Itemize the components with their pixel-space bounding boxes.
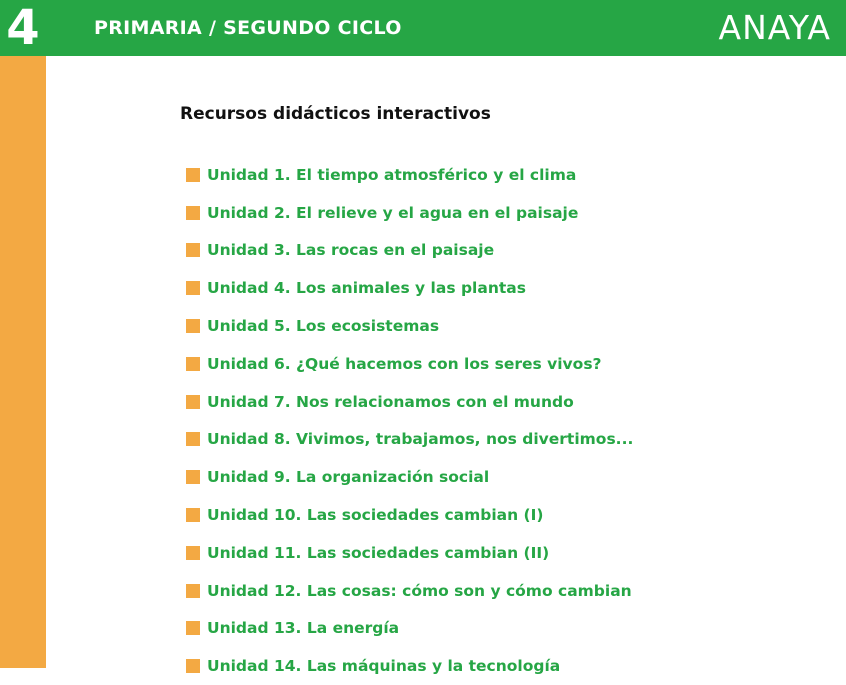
list-item [186,647,633,685]
unit-link[interactable]: Unidad 2. El relieve y el agua en el paisaje [207,203,579,222]
unit-link[interactable]: Unidad 5. Los ecosistemas [207,317,440,336]
square-bullet-icon [186,281,200,295]
unit-list [186,156,633,685]
square-bullet-icon [186,168,200,182]
square-bullet-icon [186,432,200,446]
square-bullet-icon [186,584,200,598]
unit-link[interactable]: Unidad 1. El tiempo atmosférico y el clima [207,165,577,184]
list-item [186,307,633,345]
square-bullet-icon [186,659,200,673]
list-item [186,345,633,383]
list-item [186,194,633,232]
list-item [186,421,633,459]
unit-link[interactable]: Unidad 13. La energía [207,619,400,638]
square-bullet-icon [186,395,200,409]
unit-link[interactable]: Unidad 3. Las rocas en el paisaje [207,241,495,260]
level-title: PRIMARIA / SEGUNDO CICLO [94,17,402,39]
square-bullet-icon [186,508,200,522]
unit-link[interactable]: Unidad 12. Las cosas: cómo son y cómo cambian [207,581,632,600]
unit-link[interactable]: Unidad 11. Las sociedades cambian (II) [207,543,550,562]
square-bullet-icon [186,357,200,371]
list-item [186,269,633,307]
square-bullet-icon [186,319,200,333]
unit-link[interactable]: Unidad 14. Las máquinas y la tecnología [207,657,561,676]
unit-link[interactable]: Unidad 4. Los animales y las plantas [207,279,526,298]
list-item [186,383,633,421]
square-bullet-icon [186,206,200,220]
list-item [186,496,633,534]
list-item [186,610,633,648]
square-bullet-icon [186,546,200,560]
unit-link[interactable]: Unidad 9. La organización social [207,468,490,487]
unit-link[interactable]: Unidad 8. Vivimos, trabajamos, nos divertimos... [207,430,634,449]
anaya-logo[interactable]: ANAYA [718,8,831,47]
unit-link[interactable]: Unidad 10. Las sociedades cambian (I) [207,506,544,525]
list-item [186,232,633,270]
list-item [186,572,633,610]
header-bar [0,0,846,56]
unit-link[interactable]: Unidad 6. ¿Qué hacemos con los seres vivos? [207,354,602,373]
grade-number: 4 [6,0,40,56]
square-bullet-icon [186,243,200,257]
square-bullet-icon [186,621,200,635]
page-title: Recursos didácticos interactivos [180,104,491,124]
side-color-bar [0,56,46,668]
unit-link[interactable]: Unidad 7. Nos relacionamos con el mundo [207,392,574,411]
square-bullet-icon [186,470,200,484]
list-item [186,156,633,194]
list-item [186,458,633,496]
list-item [186,534,633,572]
